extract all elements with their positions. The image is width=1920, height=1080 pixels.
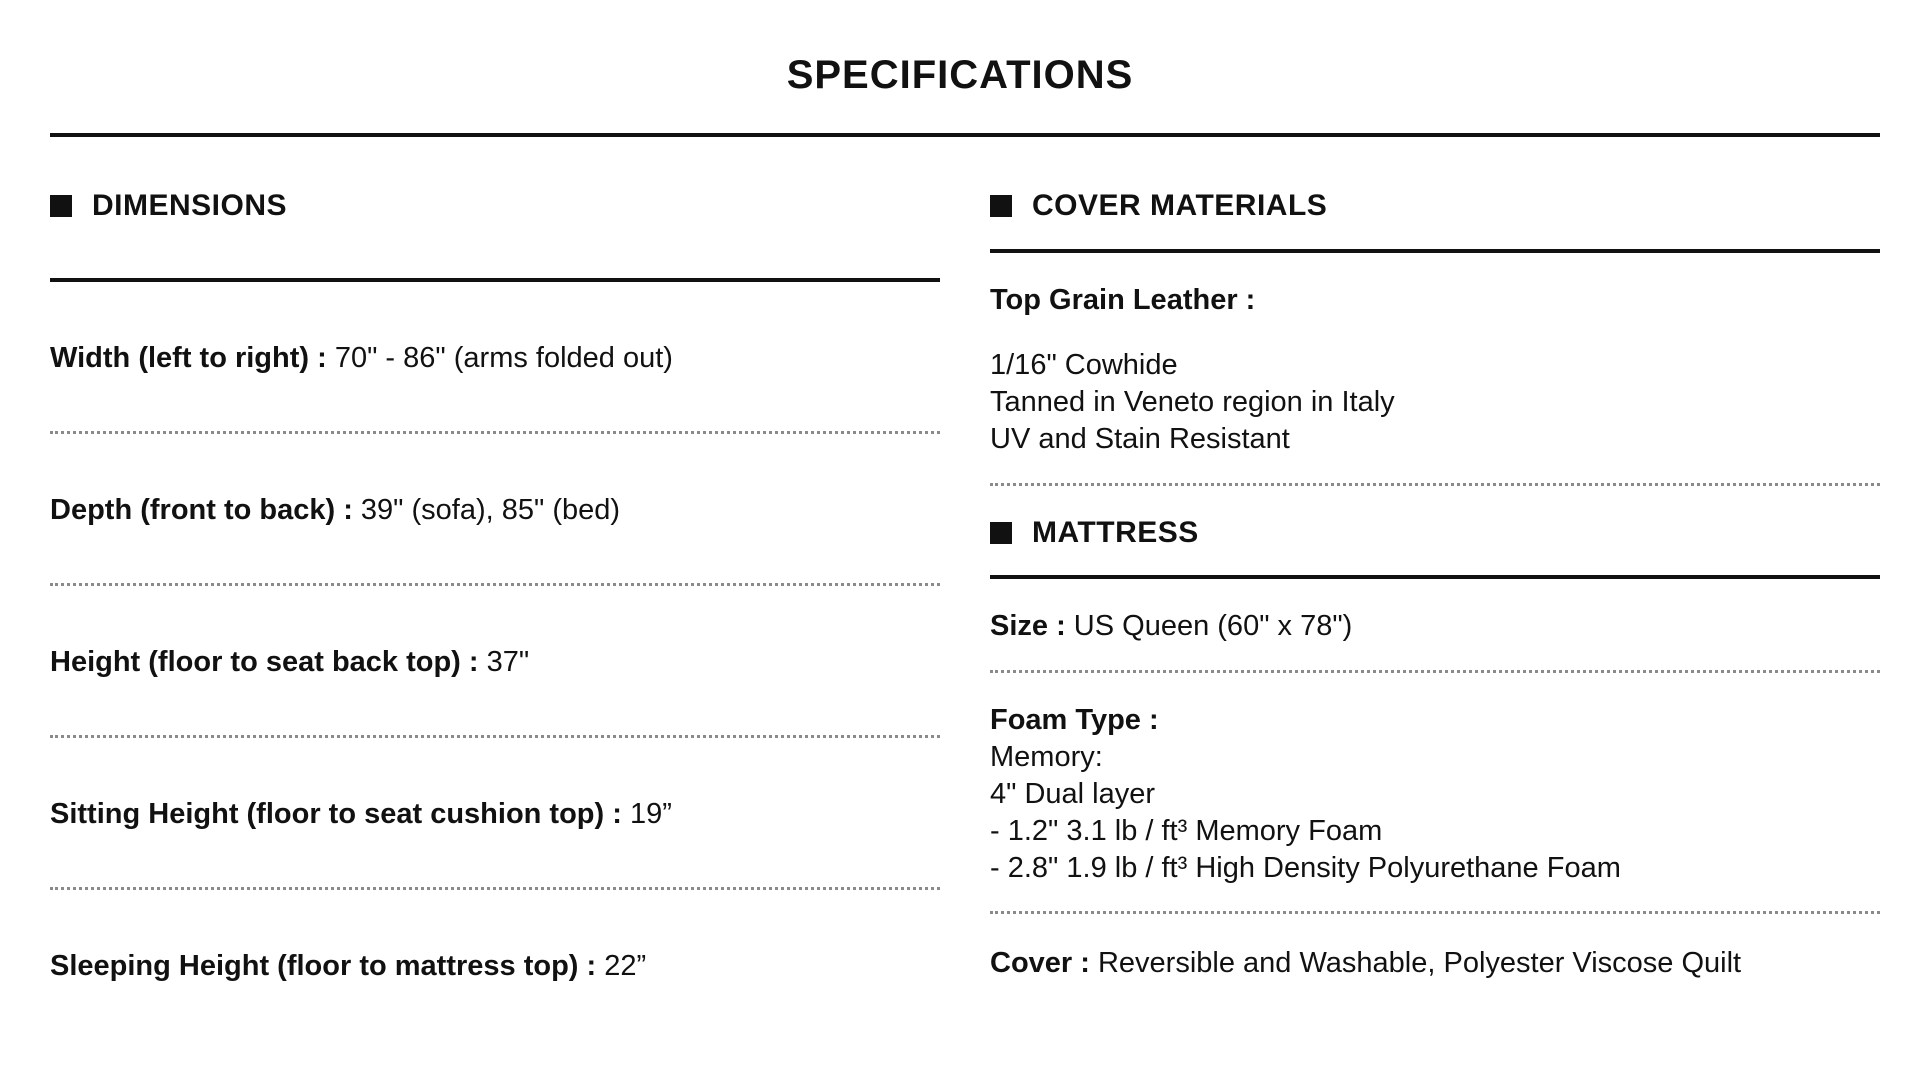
spec-height-value: 37" — [478, 646, 530, 678]
spec-depth-value: 39" (sofa), 85" (bed) — [352, 494, 621, 526]
spec-width — [50, 340, 673, 376]
row-divider — [50, 735, 940, 738]
foam-detail: 4" Dual layer — [990, 778, 1156, 810]
foam-detail: - 1.2" 3.1 lb / ft³ Memory Foam — [990, 815, 1383, 847]
spec-sleeping-height-label: Sleeping Height (floor to mattress top) : — [50, 950, 597, 982]
spec-depth-label: Depth (front to back) : — [50, 494, 353, 526]
mattress-cover-value: Reversible and Washable, Polyester Viscose Quilt — [1089, 947, 1742, 979]
row-divider — [990, 670, 1880, 673]
spec-height-label: Height (floor to seat back top) : — [50, 646, 479, 678]
mattress-cover — [990, 945, 1741, 981]
leather-detail: Tanned in Veneto region in Italy — [990, 386, 1395, 418]
mattress-size-label: Size : — [990, 610, 1066, 642]
row-divider — [50, 431, 940, 434]
spec-sleeping-height — [50, 948, 646, 984]
spec-sitting-height — [50, 796, 672, 832]
dimensions-heading-label: DIMENSIONS — [92, 189, 288, 222]
mattress-size — [990, 608, 1352, 644]
spec-width-value: 70" - 86" (arms folded out) — [326, 342, 673, 374]
dimensions-heading — [50, 188, 287, 224]
mattress-heading-label: MATTRESS — [1032, 516, 1199, 549]
cover-materials-divider — [990, 249, 1880, 253]
spec-sleeping-height-value: 22” — [596, 950, 647, 982]
leather-label: Top Grain Leather : — [990, 284, 1256, 316]
mattress-cover-label: Cover : — [990, 947, 1090, 979]
foam-detail: Memory: — [990, 741, 1103, 773]
spec-width-label: Width (left to right) : — [50, 342, 327, 374]
cover-materials-heading-label: COVER MATERIALS — [1032, 189, 1328, 222]
mattress-divider — [990, 575, 1880, 579]
foam-detail: - 2.8" 1.9 lb / ft³ High Density Polyurethane Foam — [990, 852, 1621, 884]
square-bullet-icon — [990, 195, 1012, 217]
foam-type-label: Foam Type : — [990, 704, 1159, 736]
row-divider — [50, 887, 940, 890]
page-title: SPECIFICATIONS — [786, 53, 1134, 97]
row-divider — [990, 483, 1880, 486]
spec-sitting-height-value: 19” — [621, 798, 672, 830]
spec-height — [50, 644, 529, 680]
row-divider — [50, 583, 940, 586]
mattress-size-value: US Queen (60" x 78") — [1065, 610, 1353, 642]
spec-sitting-height-label: Sitting Height (floor to seat cushion top) : — [50, 798, 622, 830]
spec-depth — [50, 492, 620, 528]
cover-materials-heading — [990, 188, 1327, 224]
row-divider — [990, 911, 1880, 914]
square-bullet-icon — [990, 522, 1012, 544]
mattress-heading — [990, 515, 1199, 551]
leather-detail: UV and Stain Resistant — [990, 423, 1290, 455]
title-divider — [50, 133, 1880, 137]
dimensions-divider — [50, 278, 940, 282]
leather-detail: 1/16" Cowhide — [990, 349, 1178, 381]
square-bullet-icon — [50, 195, 72, 217]
